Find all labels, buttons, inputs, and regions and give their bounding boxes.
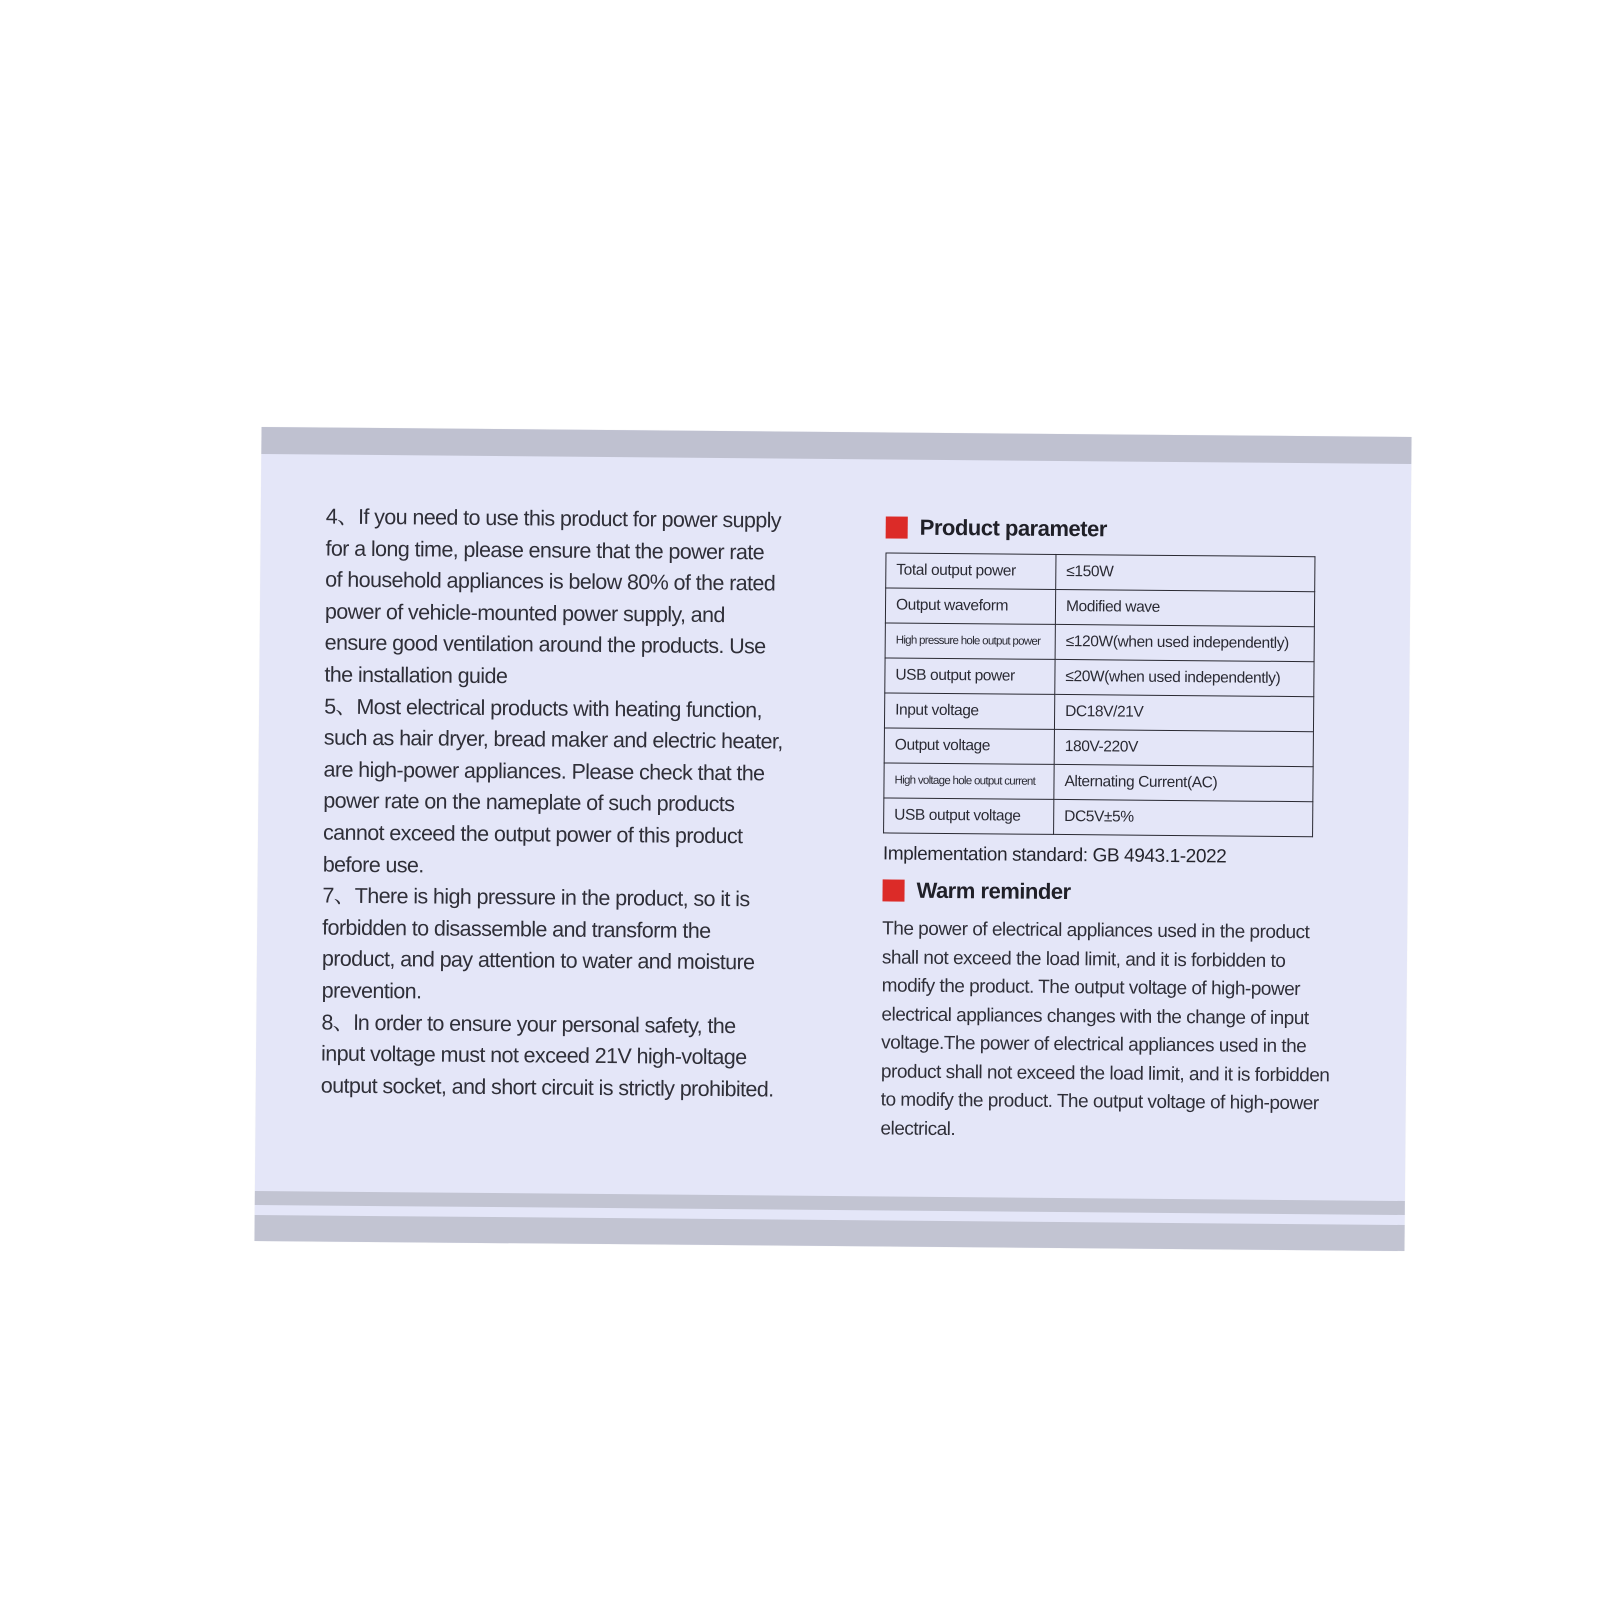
param-value: DC18V/21V — [1054, 694, 1313, 731]
param-value: ≤20W(when used independently) — [1055, 659, 1314, 696]
implementation-standard: Implementation standard: GB 4943.1-2022 — [882, 843, 1227, 868]
warm-reminder-heading — [882, 875, 1342, 909]
bottom-stripe-thick — [254, 1215, 1404, 1251]
table-row — [886, 553, 1315, 592]
table-row — [884, 693, 1313, 732]
table-row — [885, 658, 1314, 697]
top-stripe — [261, 427, 1411, 464]
warm-reminder-text: The power of electrical appliances used in the product shall not exceed the load limit, and it is forbidden to modify the product. The output voltage of high-power electrical appliances changes with the change of input voltage.The power of electrical appliances used in the product shall not exceed the load limit, and it is forbidden to modify the product. The output voltage of high-power electrical. — [880, 918, 1330, 1140]
param-label: USB output power — [885, 658, 1055, 694]
param-label: High pressure hole output power — [885, 623, 1055, 659]
param-label: High voltage hole output current — [884, 763, 1054, 799]
param-label: USB output voltage — [884, 798, 1054, 834]
param-value: 180V-220V — [1054, 729, 1313, 766]
param-value: ≤150W — [1056, 554, 1315, 591]
warm-reminder-title: Warm reminder — [916, 877, 1071, 905]
param-value: ≤120W(when used independently) — [1055, 624, 1314, 661]
right-column — [880, 512, 1345, 1147]
instruction-item-5: 5、Most electrical products with heating function, such as hair dryer, bread maker and electric heater, are high-power appliances. Please check that the power rate on the nameplate of such products cannot exceed the output power of this product before use. — [322, 694, 783, 877]
instruction-card — [254, 427, 1411, 1251]
instruction-item-7: 7、There is high pressure in the product, so it is forbidden to disassemble and transform the product, and pay attention to water and moisture prevention. — [321, 883, 755, 1004]
param-label: Output waveform — [885, 588, 1055, 624]
table-row — [885, 588, 1314, 627]
product-parameter-title: Product parameter — [919, 514, 1107, 542]
bottom-stripe-thin — [255, 1191, 1405, 1215]
table-row — [884, 763, 1313, 802]
instruction-item-8: 8、ln order to ensure your personal safety, the input voltage must not exceed 21V high-voltage output socket, and short circuit is strictly prohibited. — [320, 1010, 774, 1102]
table-row — [885, 623, 1314, 662]
table-row — [884, 798, 1313, 837]
product-parameter-heading — [886, 512, 1346, 546]
param-value: Modified wave — [1055, 589, 1314, 626]
safety-instructions — [321, 502, 786, 1106]
instruction-item-4: 4、If you need to use this product for power supply for a long time, please ensure that the power rate of household appliances is below 80% of the rated power of vehicle-mounted power supply, and ensure good ventilation around the products. Use the installation guide — [324, 504, 782, 689]
param-label: Output voltage — [884, 728, 1054, 764]
param-label: Total output power — [886, 553, 1056, 589]
red-square-icon — [886, 516, 908, 538]
red-square-icon — [882, 879, 904, 901]
product-parameter-table — [883, 552, 1315, 837]
table-row — [884, 728, 1313, 767]
warm-reminder-section — [880, 875, 1342, 1147]
param-label: Input voltage — [884, 693, 1054, 729]
param-value: Alternating Current(AC) — [1054, 764, 1313, 801]
param-value: DC5V±5% — [1054, 799, 1313, 836]
